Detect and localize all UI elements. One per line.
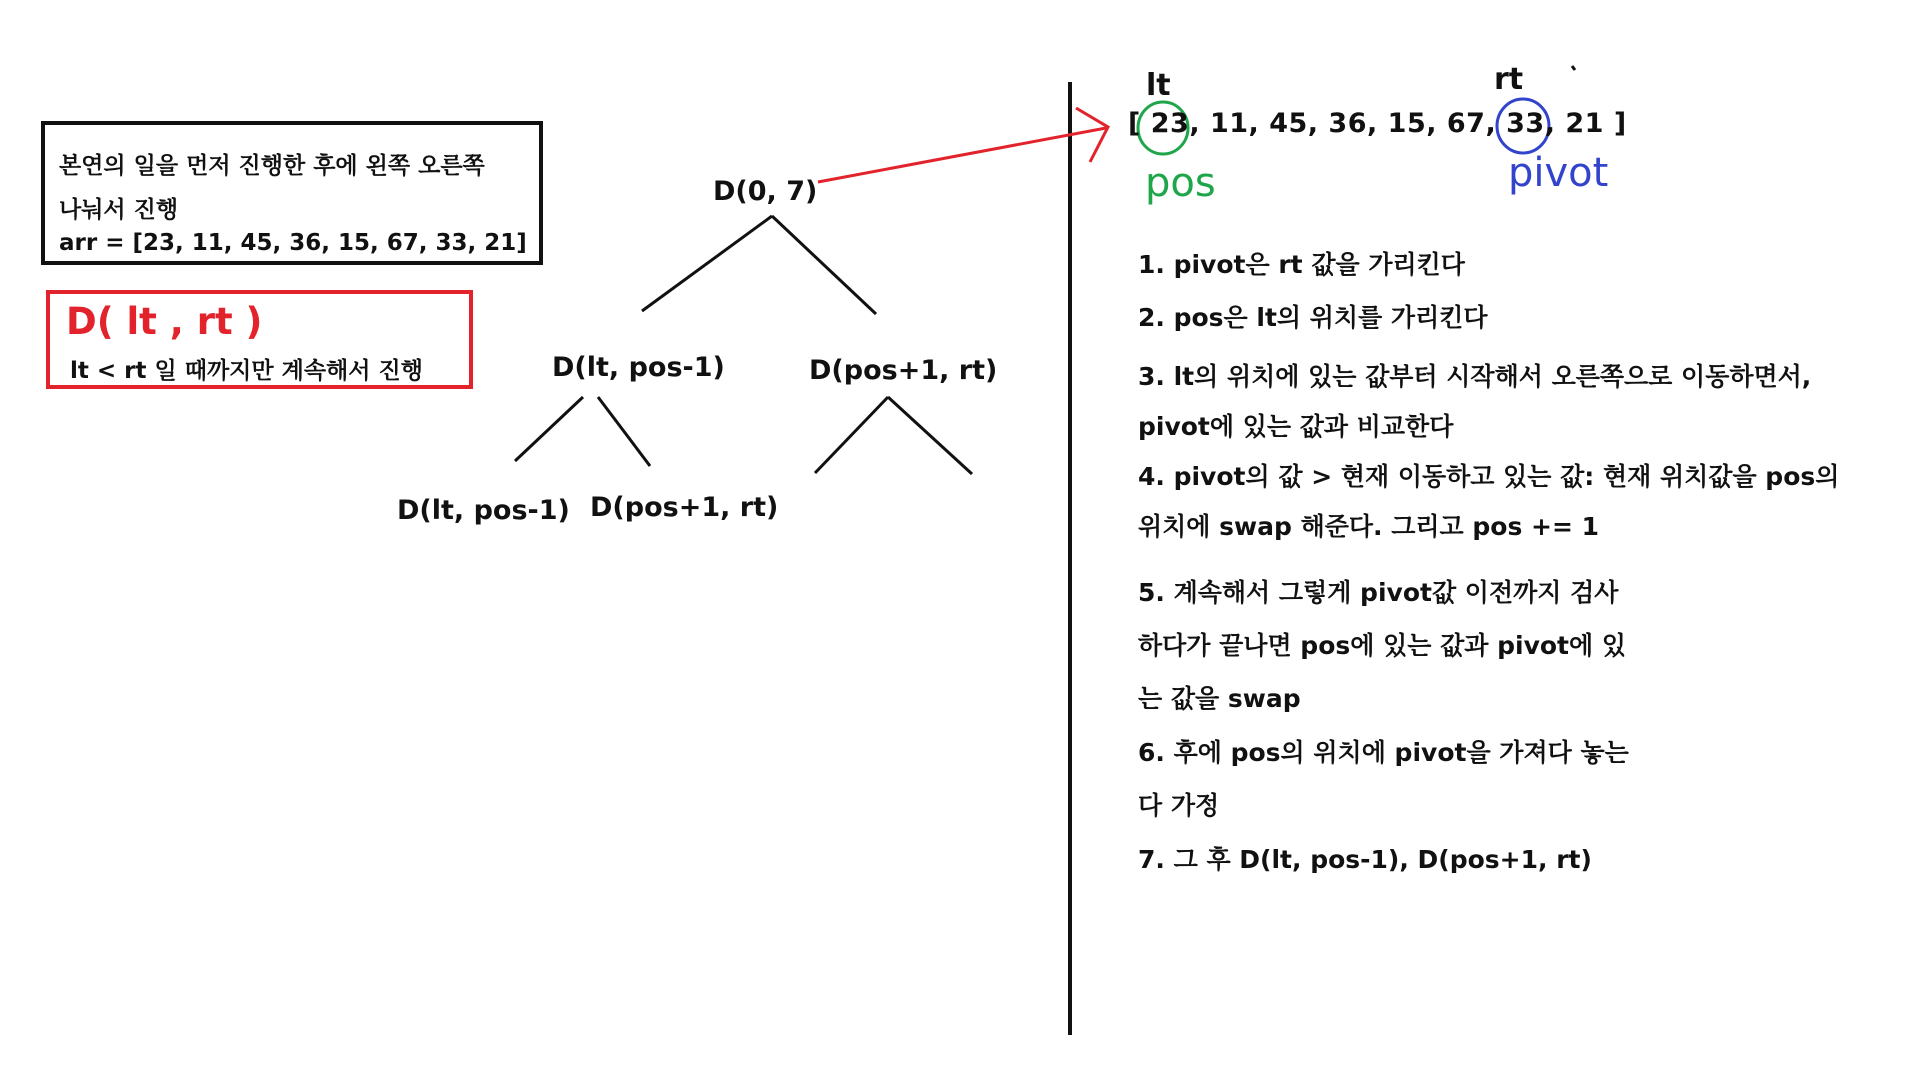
tree-edge-root-left [642,216,772,311]
red-arrow-head [1076,108,1108,162]
step-1: 1. pivot은 rt 값을 가리킨다 [1138,250,1465,279]
tree-edge-left-right [598,397,650,466]
info-line-3: arr = [23, 11, 45, 36, 15, 67, 33, 21] [59,230,527,256]
step-6-line-1: 6. 후에 pos의 위치에 pivot을 가져다 놓는 [1138,738,1629,767]
signature-title: D( lt , rt ) [66,300,263,343]
info-box [41,121,543,265]
step-2: 2. pos은 lt의 위치를 가리킨다 [1138,303,1488,332]
tree-edge-right-right [888,397,972,474]
step-4-line-2: 위치에 swap 해준다. 그리고 pos += 1 [1138,512,1600,541]
red-arrow-line [818,128,1106,182]
rt-label: rt [1494,62,1524,97]
tree-node-right: D(pos+1, rt) [809,355,998,386]
pos-label: pos [1145,160,1216,206]
tree-node-root: D(0, 7) [713,176,818,207]
tree-edge-root-right [772,216,876,314]
step-3-line-2: pivot에 있는 값과 비교한다 [1138,412,1454,441]
info-line-1: 본연의 일을 먼저 진행한 후에 왼쪽 오른쪽 [59,153,485,179]
tree-edge-right-left [815,397,888,473]
signature-box [46,290,473,389]
step-6-line-2: 다 가정 [1138,791,1220,820]
tree-node-left-right: D(pos+1, rt) [590,492,779,523]
step-5-line-1: 5. 계속해서 그렇게 pivot값 이전까지 검사 [1138,578,1619,607]
array-text: [ 23, 11, 45, 36, 15, 67, 33, 21 ] [1128,108,1627,139]
lt-label: lt [1146,68,1171,103]
step-3-line-1: 3. lt의 위치에 있는 값부터 시작해서 오른쪽으로 이동하면서, [1138,362,1812,391]
tree-edge-left-left [515,397,583,461]
info-line-2: 나눠서 진행 [59,197,179,223]
step-5-line-3: 는 값을 swap [1138,684,1301,713]
signature-condition: lt < rt 일 때까지만 계속해서 진행 [70,358,423,384]
step-4-line-1: 4. pivot의 값 > 현재 이동하고 있는 값: 현재 위치값을 pos의 [1138,462,1840,491]
tree-node-left: D(lt, pos-1) [552,352,725,383]
stray-tick-mark [1572,66,1575,70]
pivot-label: pivot [1508,150,1609,196]
tree-node-left-left: D(lt, pos-1) [397,495,570,526]
step-7: 7. 그 후 D(lt, pos-1), D(pos+1, rt) [1138,845,1592,874]
step-5-line-2: 하다가 끝나면 pos에 있는 값과 pivot에 있 [1138,631,1627,660]
